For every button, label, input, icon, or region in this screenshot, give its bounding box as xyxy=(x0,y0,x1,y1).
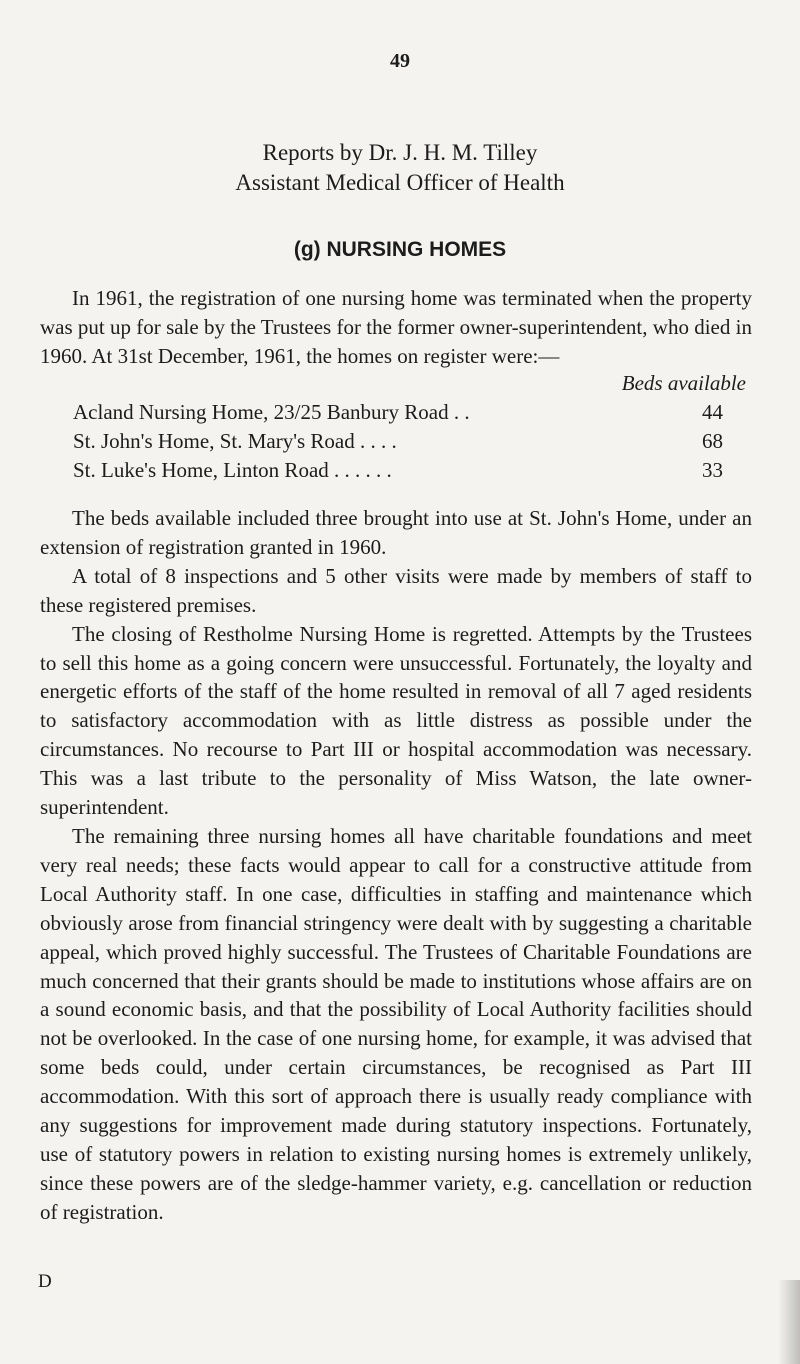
home-name: Acland Nursing Home, 23/25 Banbury Road . . xyxy=(73,400,470,424)
section-heading: (g) NURSING HOMES xyxy=(293,238,507,261)
home-name: St. John's Home, St. Mary's Road . . . . xyxy=(73,429,397,453)
home-beds: 44 xyxy=(702,400,723,424)
signature-mark: D xyxy=(38,1271,52,1292)
table-row xyxy=(73,429,745,459)
intro-paragraph xyxy=(40,284,752,371)
paragraph: A total of 8 inspections and 5 other visits were made by members of staff to these registered premises. xyxy=(40,563,752,617)
beds-available-label: Beds available xyxy=(621,371,746,395)
intro-text: In 1961, the registration of one nursing home was terminated when the property was put up for sale by the Trustees for the former owner-superintendent, who died in 1960. At 31st December, 1961, the homes on register were:— xyxy=(40,286,752,368)
table-row xyxy=(73,458,745,488)
paragraph: The closing of Restholme Nursing Home is regretted. Attempts by the Trustees to sell this home as a going concern were unsuccessful. Fortunately, the loyalty and energetic efforts of the staff of the home resulted in removal of all 7 aged residents to satisfactory accommodation with as little distress as possible under the circumstances. No recourse to Part III or hospital accommodation was necessary. This was a last tribute to the personality of Miss Watson, the late owner-superintendent. xyxy=(40,621,752,820)
report-author: Reports by Dr. J. H. M. Tilley xyxy=(262,140,538,165)
paragraph: The remaining three nursing homes all have charitable foundations and meet very real needs; these facts would appear to call for a constructive attitude from Local Authority staff. In one case, difficulties in staffing and maintenance which obviously arose from financial stringency were dealt with by suggesting a charitable appeal, which proved highly successful. The Trustees of Charitable Foundations are much concerned that their grants should be made to institutions whose affairs are on a sound economic basis, and that the possibility of Local Authority facilities should not be overlooked. In the case of one nursing home, for example, it was advised that some beds could, under certain circumstances, be recognised as Part III accommodation. With this sort of approach there is usually ready compliance with any suggestions for improvement made during statutory inspections. Fortunately, use of statutory powers in relation to existing nursing homes is extremely unlikely, since these powers are of the sledge-hammer variety, e.g. cancellation or reduction of registration. xyxy=(40,823,752,1224)
paragraph: The beds available included three brought into use at St. John's Home, under an extension of registration granted in 1960. xyxy=(40,506,752,559)
page-number: 49 xyxy=(390,50,410,72)
table-row xyxy=(73,400,745,430)
body-paragraphs xyxy=(40,504,752,1227)
home-name: St. Luke's Home, Linton Road . . . . . . xyxy=(73,458,392,482)
home-beds: 68 xyxy=(702,429,723,453)
page-edge-shadow xyxy=(778,1280,800,1364)
home-beds: 33 xyxy=(702,458,723,482)
report-role: Assistant Medical Officer of Health xyxy=(235,170,565,195)
